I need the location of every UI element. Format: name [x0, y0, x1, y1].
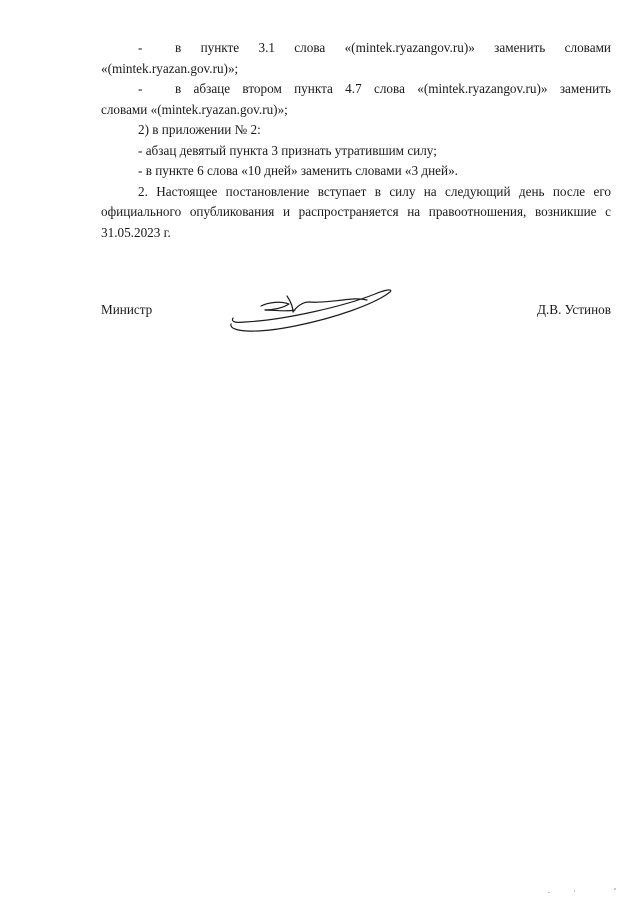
effective-date-paragraph: 2. Настоящее постановление вступает в силу на следующий день после его официального опубликования и распространяется на правоотношения, возникшие с 31.05.2023 г. — [101, 183, 611, 240]
list-dash: - — [138, 40, 143, 55]
appendix-item-2: - в пункте 6 слова «10 дней» заменить словами «3 дней». — [138, 163, 458, 178]
amendment-item-2-continuation: словами «(mintek.ryazan.gov.ru)»; — [101, 101, 288, 117]
amendment-item-2 — [101, 79, 611, 100]
appendix-item-1: - абзац девятый пункта 3 признать утратившим силу; — [138, 142, 437, 158]
amendment-item-2-text: в абзаце втором пункта 4.7 слова «(mintek.ryazangov.ru)» заменить — [175, 81, 611, 96]
amendment-item-1-continuation: «(mintek.ryazan.gov.ru)»; — [101, 60, 239, 76]
appendix-heading: 2) в приложении № 2: — [138, 122, 261, 137]
list-dash: - — [138, 81, 143, 96]
signatory-name: Д.В. Устинов — [537, 302, 611, 317]
amendment-item-1-text: в пункте 3.1 слова «(mintek.ryazangov.ru)» заменить словами — [175, 40, 611, 55]
document-body — [101, 38, 611, 243]
handwritten-signature — [225, 286, 395, 342]
scan-speck — [614, 888, 616, 890]
signature-block — [101, 300, 611, 344]
scan-speck — [548, 892, 550, 893]
signatory-position: Министр — [101, 302, 153, 317]
amendment-item-1 — [101, 38, 611, 59]
scan-speck — [574, 890, 575, 892]
